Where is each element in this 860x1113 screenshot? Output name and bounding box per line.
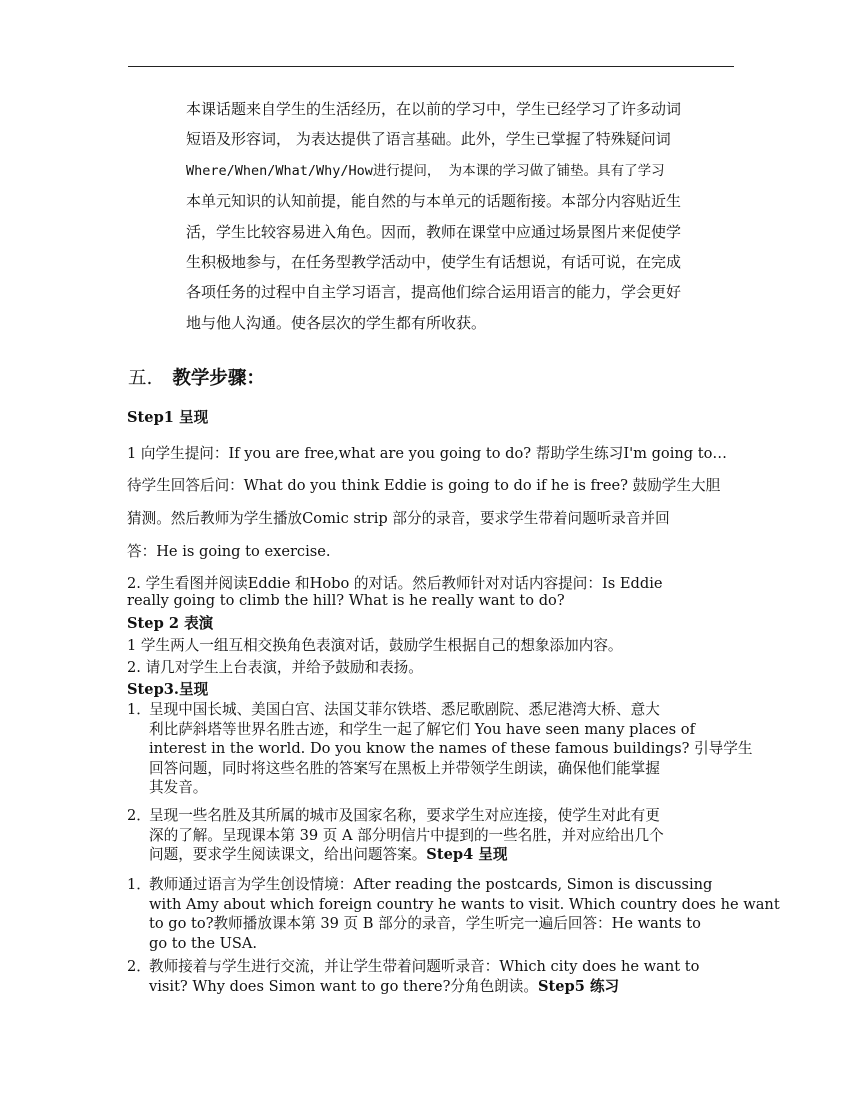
- step5-heading: Step5 练习: [537, 977, 620, 995]
- list-line: go to the USA.: [149, 934, 258, 952]
- list-line: interest in the world. Do you know the names of these famous buildings? 引导学生: [149, 740, 753, 758]
- intro-line: 本课话题来自学生的生活经历，在以前的学习中，学生已经学习了许多动词: [186, 100, 682, 118]
- list-number: 2．: [127, 958, 151, 976]
- intro-line: 各项任务的过程中自主学习语言，提高他们综合运用语言的能力，学会更好: [186, 283, 682, 302]
- step1-line: 猜测。然后教师为学生播放Comic strip 部分的录音，要求学生带着问题听录音并回: [127, 510, 670, 527]
- list-line: with Amy about which foreign country he wants to visit. Which country does he want: [149, 895, 780, 913]
- step3-heading: Step3.呈现: [127, 681, 209, 698]
- step2-line: 1 学生两人一组互相交换角色表演对话，鼓励学生根据自己的想象添加内容。: [127, 637, 623, 654]
- step1-line: 答：He is going to exercise.: [127, 543, 331, 560]
- list-line: 回答问题，同时将这些名胜的答案写在黑板上并带领学生朗读，确保他们能掌握: [149, 759, 660, 777]
- step1-line: 待学生回答后问：What do you think Eddie is going to do if he is free? 鼓励学生大胆: [127, 477, 721, 494]
- step2-line: 2. 请几对学生上台表演，并给予鼓励和表扬。: [127, 659, 423, 676]
- intro-line: 短语及形容词， 为表达提供了语言基础。此外，学生已掌握了特殊疑问词: [186, 130, 671, 149]
- list-line: [149, 977, 739, 997]
- step1-item2-line: 2. 学生看图并阅读Eddie 和Hobo 的对话。然后教师针对对话内容提问：Is Eddie: [127, 575, 663, 592]
- list-item: [127, 957, 739, 996]
- intro-line: 本单元知识的认知前提，能自然的与本单元的话题衔接。本部分内容贴近生: [186, 192, 682, 211]
- list-number: 1．: [127, 701, 151, 718]
- step4-list: [127, 875, 780, 997]
- list-item: [127, 875, 780, 953]
- list-line: to go to?教师播放课本第 39 页 B 部分的录音，学生听完一遍后回答：He wants to: [149, 915, 701, 933]
- list-line: 呈现一些名胜及其所属的城市及国家名称，要求学生对应连接，使学生对此有更: [149, 806, 660, 824]
- list-line: 深的了解。呈现课本第 39 页 A 部分明信片中提到的一些名胜，并对应给出几个: [149, 826, 664, 844]
- list-line: 利比萨斜塔等世界名胜古迹，和学生一起了解它们 You have seen many places of: [149, 720, 695, 738]
- list-line: 教师通过语言为学生创设情境：After reading the postcards, Simon is discussing: [149, 876, 713, 893]
- section-heading: [128, 364, 265, 390]
- list-number: 1．: [127, 876, 151, 893]
- intro-line: 活，学生比较容易进入角色。因而，教师在课堂中应通过场景图片来促使学: [186, 222, 682, 241]
- list-item: [127, 806, 739, 865]
- step1-item2-line: really going to climb the hill? What is he really want to do?: [127, 592, 565, 609]
- step3-list: [127, 700, 753, 865]
- list-line: 教师接着与学生进行交流，并让学生带着问题听录音：Which city does he want to: [149, 958, 700, 976]
- section-title: 教学步骤：: [172, 368, 265, 389]
- step4-heading: Step4 呈现: [426, 846, 508, 864]
- intro-paragraph: [186, 94, 738, 338]
- list-number: 2．: [127, 806, 151, 824]
- step2-heading: Step 2 表演: [127, 615, 214, 632]
- list-line-text: visit? Why does Simon want to go there?分角色朗读。: [149, 977, 538, 995]
- list-line: 其发音。: [149, 779, 208, 797]
- list-item: [127, 700, 753, 798]
- list-line-text: 问题，要求学生阅读课文，给出问题答案。: [149, 846, 427, 864]
- section-number: 五.: [128, 368, 153, 389]
- intro-line-text: Where/When/What/Why/How进行提问， 为本课的学习做了铺垫。具有了学习: [186, 162, 665, 179]
- step1-line: 1 向学生提问：If you are free,what are you going to do? 帮助学生练习I'm going to…: [127, 445, 728, 462]
- intro-line: [186, 155, 738, 186]
- intro-line: 生积极地参与，在任务型教学活动中，使学生有话想说，有话可说，在完成: [186, 253, 682, 272]
- step1-heading: Step1 呈现: [127, 409, 209, 426]
- header-rule: [128, 66, 734, 67]
- list-line: [149, 845, 739, 865]
- list-line: 呈现中国长城、美国白宫、法国艾菲尔铁塔、悉尼歌剧院、悉尼港湾大桥、意大: [149, 701, 660, 718]
- intro-line: 地与他人沟通。使各层次的学生都有所收获。: [186, 313, 487, 332]
